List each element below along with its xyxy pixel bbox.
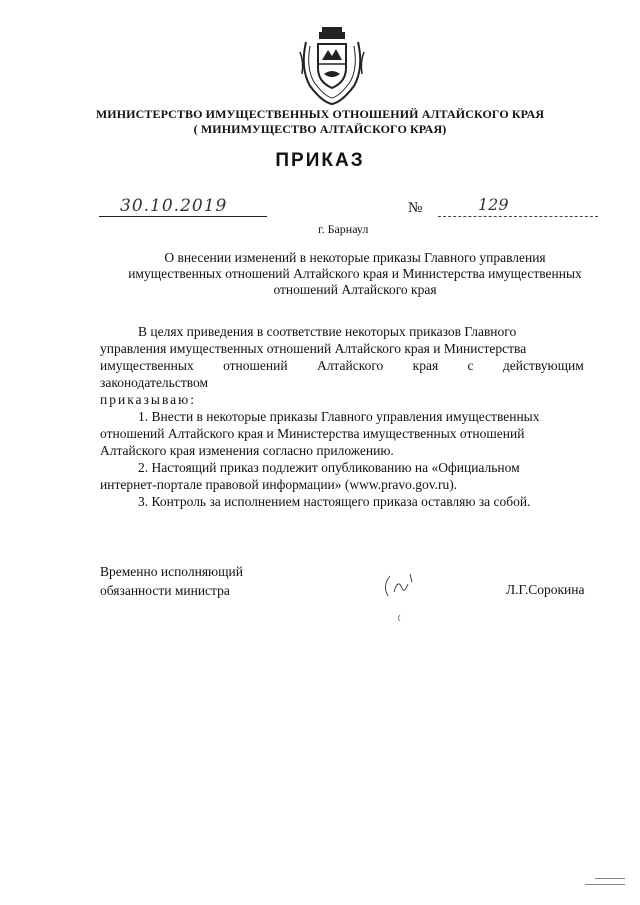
subject-line: О внесении изменений в некоторые приказы Главного управления: [164, 250, 546, 265]
signatory-position: [100, 562, 243, 600]
preamble-line: В целях приведения в соответствие некоторых приказов Главного: [138, 324, 517, 339]
preamble-line: управления имущественных отношений Алтайского края и Министерства: [100, 341, 527, 356]
number-label: №: [408, 200, 423, 216]
ink-mark: [396, 614, 402, 622]
position-line: Временно исполняющий: [100, 564, 243, 579]
preamble: [100, 323, 600, 408]
document-type-title: ПРИКАЗ: [275, 150, 365, 171]
page-edge-line: [595, 878, 625, 879]
signatory-name: Л.Г.Сорокина: [506, 582, 585, 597]
order-subject: [90, 250, 620, 298]
item-2-line: 2. Настоящий приказ подлежит опубликованию на «Официальном: [138, 460, 520, 475]
item-1-line: отношений Алтайского края и Министерства имущественных отношений: [100, 426, 525, 441]
order-number: 129: [478, 195, 509, 214]
subject-line: отношений Алтайского края: [273, 282, 437, 297]
coat-of-arms-icon: [296, 22, 368, 106]
position-line: обязанности министра: [100, 583, 230, 598]
order-date: 30.10.2019: [120, 196, 228, 216]
order-items: [100, 408, 600, 510]
handwritten-signature: [380, 570, 430, 600]
item-2-line: интернет-портале правовой информации» (www.pravo.gov.ru).: [100, 477, 458, 492]
item-1-line: 1. Внести в некоторые приказы Главного управления имущественных: [138, 409, 540, 424]
subject-line: имущественных отношений Алтайского края и Министерства имущественных: [128, 266, 582, 281]
city: г. Барнаул: [318, 222, 369, 236]
preamble-line: имущественных отношений Алтайского края с действующим: [100, 358, 584, 373]
page-edge-line: [585, 884, 625, 885]
number-underline: [438, 198, 598, 217]
item-1-line: Алтайского края изменения согласно приложению.: [100, 443, 394, 458]
ministry-short-name: ( МИНИМУЩЕСТВО АЛТАЙСКОГО КРАЯ): [193, 122, 447, 136]
preamble-line: законодательством: [100, 375, 209, 390]
order-word: приказываю:: [100, 392, 196, 407]
item-3: 3. Контроль за исполнением настоящего приказа оставляю за собой.: [138, 494, 531, 509]
ministry-name: МИНИСТЕРСТВО ИМУЩЕСТВЕННЫХ ОТНОШЕНИЙ АЛТАЙСКОГО КРАЯ: [95, 107, 545, 121]
